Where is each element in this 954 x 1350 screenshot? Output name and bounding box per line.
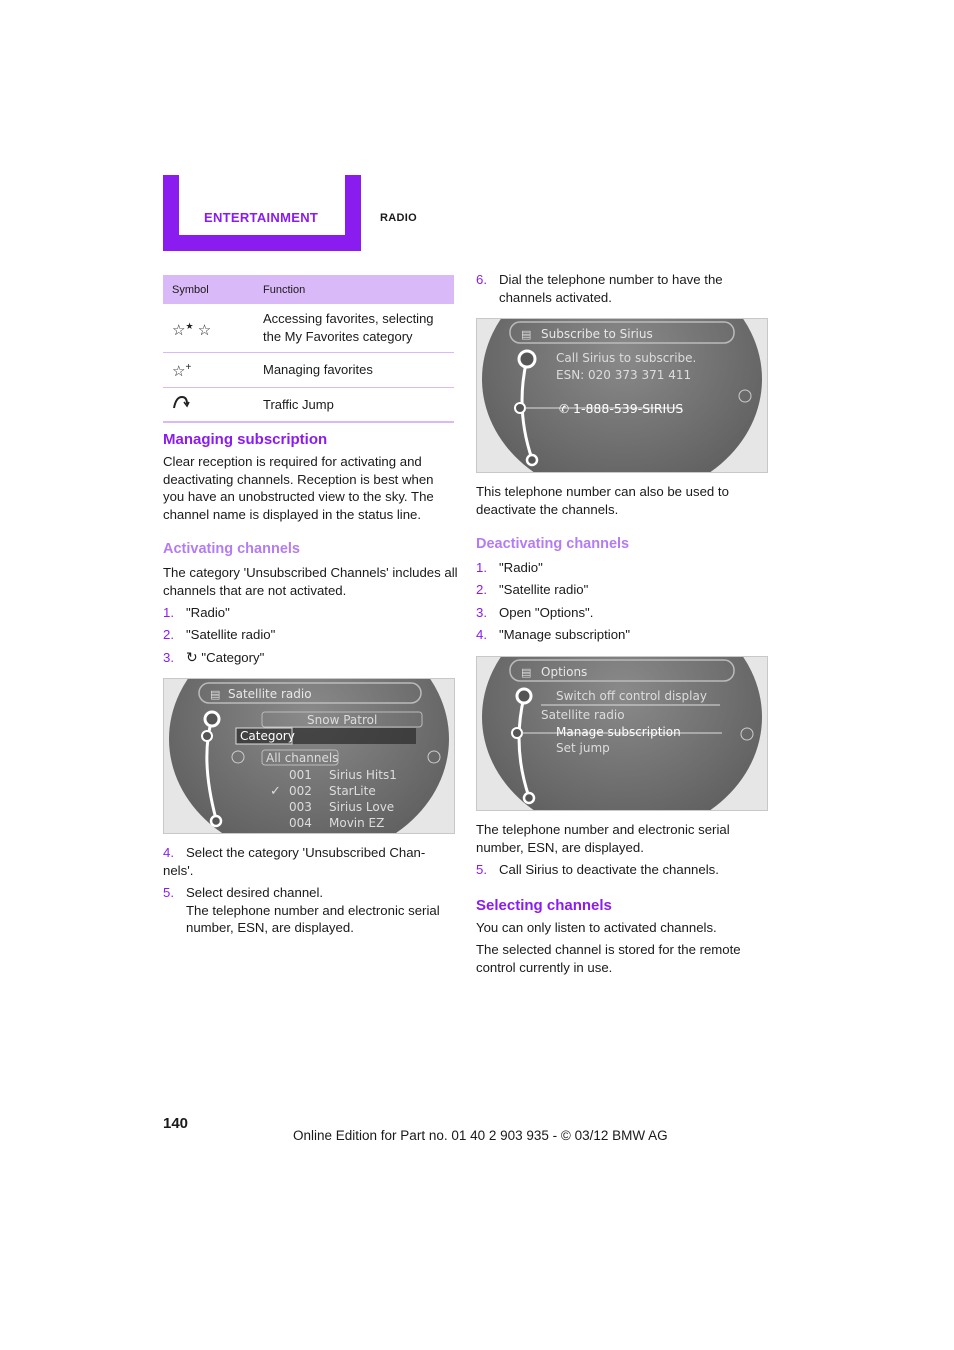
channel-num: 002: [289, 784, 312, 798]
selecting-p2: The selected channel is stored for the remote control currently in use.: [476, 942, 741, 975]
category-label: Category: [240, 729, 295, 743]
table-header-symbol: Symbol: [163, 275, 254, 304]
list-item: 5. Call Sirius to deactivate the channels.: [476, 862, 719, 877]
channel-num: 004: [289, 816, 312, 830]
heading-activating-channels: Activating channels: [163, 541, 300, 557]
chapter-title: RADIO: [380, 212, 417, 224]
selecting-p1: You can only listen to activated channels.: [476, 920, 717, 935]
list-item: 4. Select the category 'Unsubscribed Chan-nels'.: [163, 845, 426, 878]
screen-title: Satellite radio: [228, 687, 312, 701]
screen-subscribe-sirius: [476, 318, 768, 473]
svg-text:▤: ▤: [521, 328, 532, 341]
phone-icon: ✆: [559, 402, 570, 416]
svg-text:▤: ▤: [210, 688, 221, 701]
channel-num: 001: [289, 768, 312, 782]
table-row: [163, 388, 454, 423]
option-item: Satellite radio: [541, 708, 625, 722]
list-item: 2. "Satellite radio": [163, 627, 276, 642]
screen-satellite-radio: [163, 678, 455, 834]
activating-intro: The category 'Unsubscribed Channels' includes all channels that are not activated.: [163, 565, 458, 598]
star-icon: ☆★ ☆: [172, 320, 212, 339]
table-cell-function: Managing favorites: [254, 353, 454, 388]
svg-text:✓: ✓: [270, 784, 281, 799]
heading-selecting-channels: Selecting channels: [476, 897, 612, 914]
table-row: [163, 353, 454, 388]
table-row: [163, 304, 454, 353]
channel-name: StarLite: [329, 784, 376, 798]
list-item: 4. "Manage subscription": [476, 627, 631, 642]
svg-text:▤: ▤: [521, 666, 532, 679]
managing-text: Clear reception is required for activating and deactivating channels. Reception is best when you have an unobstructed view to the sky. The channel name is displayed in the status line.: [163, 454, 434, 522]
heading-managing-subscription: Managing subscription: [163, 431, 328, 448]
table-cell-function: Accessing favorites, selecting the My Favorites category: [254, 304, 454, 353]
channel-num: 003: [289, 800, 312, 814]
channel-name: Sirius Love: [329, 800, 395, 814]
table-header-function: Function: [254, 275, 454, 304]
snow-patrol-label: Snow Patrol: [307, 713, 378, 727]
symbol-table: [163, 275, 454, 423]
phone-number: 1-888-539-SIRIUS: [573, 401, 684, 416]
page-number: 140: [163, 1115, 189, 1132]
dial-note: This telephone number can also be used to deactivate the channels.: [476, 484, 729, 517]
esn-line: ESN: 020 373 371 411: [556, 368, 692, 382]
option-item: Switch off control display: [556, 689, 707, 703]
category-icon: ↻: [186, 649, 198, 665]
traffic-jump-icon: [172, 394, 190, 410]
screen-options: [476, 656, 768, 811]
screen-title: Options: [541, 665, 588, 679]
section-title: ENTERTAINMENT: [204, 210, 319, 225]
heading-deactivating-channels: Deactivating channels: [476, 536, 630, 552]
channel-name: Movin EZ: [329, 816, 385, 830]
channel-name: Sirius Hits1: [329, 768, 397, 782]
list-item: 6. Dial the telephone number to have the channels activated.: [476, 272, 723, 305]
table-cell-function: Traffic Jump: [254, 388, 454, 423]
footer-text: Online Edition for Part no. 01 40 2 903 935 - © 03/12 BMW AG: [293, 1128, 668, 1143]
deactivating-note: The telephone number and electronic serial number, ESN, are displayed.: [476, 822, 730, 855]
screen-title: Subscribe to Sirius: [541, 327, 653, 341]
all-channels-label: All channels: [266, 751, 339, 765]
option-item: Set jump: [556, 741, 610, 755]
list-item: 3. ↻ "Category": [163, 649, 265, 665]
call-line: Call Sirius to subscribe.: [556, 351, 697, 365]
list-item: 1. "Radio": [476, 560, 543, 575]
list-item: 5. Select desired channel. The telephone number and electronic serial number, ESN, are displayed.: [163, 885, 440, 936]
option-item-selected: Manage subscription: [556, 725, 681, 739]
header-tab-inner: [179, 175, 345, 235]
list-item: 3. Open "Options".: [476, 605, 594, 620]
list-item: 1. "Radio": [163, 605, 230, 620]
list-item: 2. "Satellite radio": [476, 582, 589, 597]
star-plus-icon: ☆+: [172, 362, 192, 380]
